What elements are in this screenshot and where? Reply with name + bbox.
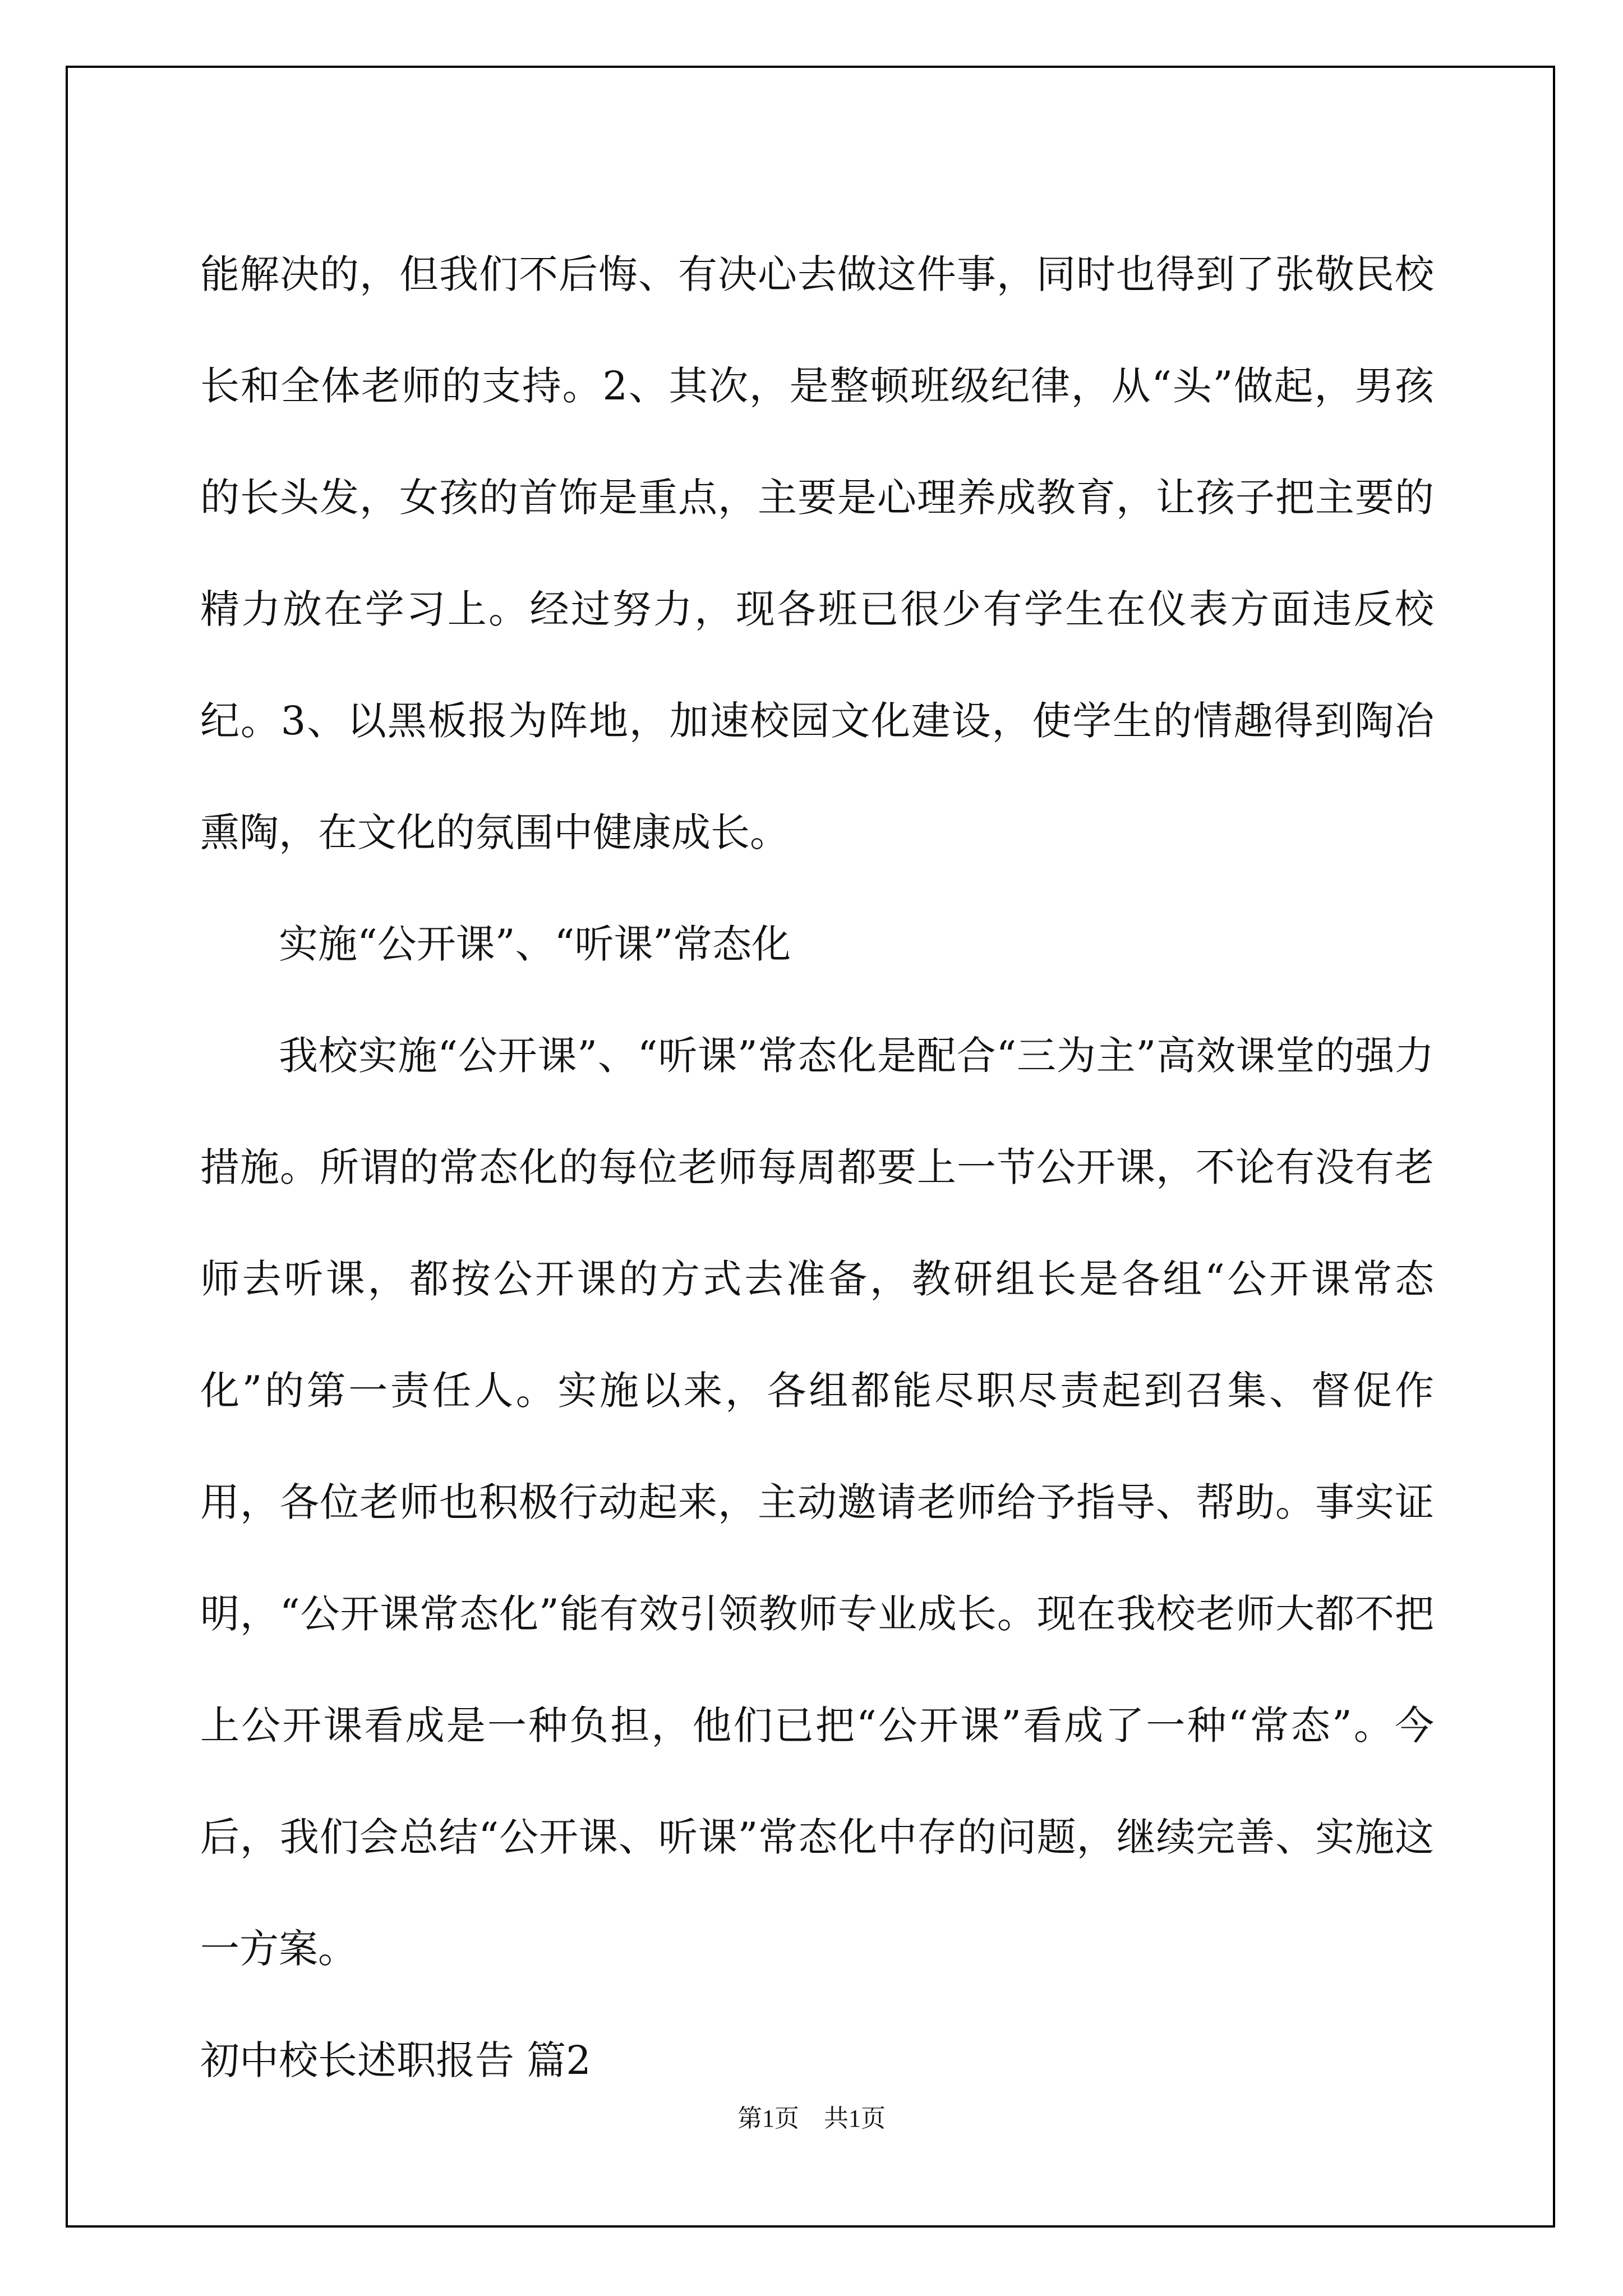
page-footer: 第1页 共1页 (737, 2105, 886, 2132)
paragraph-continuation: 能解决的，但我们不后悔、有决心去做这件事，同时也得到了张敬民校长和全体老师的支持。2、其次，是整顿班级纪律，从“头”做起，男孩的长头发，女孩的首饰是重点，主要是心理养成教育，让孩子把主要的精力放在学习上。经过努力，现各班已很少有学生在仪表方面违反校纪。3、以黑板报为阵地，加速校园文化建设，使学生的情趣得到陶冶熏陶，在文化的氛围中健康成长。 (200, 251, 1434, 855)
report-heading: 初中校长述职报告 篇2 (200, 2037, 591, 2083)
section-subheading: 实施“公开课”、“听课”常态化 (279, 921, 791, 967)
paragraph-open-class: 我校实施“公开课”、“听课”常态化是配合“三为主”高效课堂的强力措施。所谓的常态化的每位老师每周都要上一节公开课，不论有没有老师去听课，都按公开课的方式去准备，教研组长是各组“公开课常态化”的第一责任人。实施以来，各组都能尽职尽责起到召集、督促作用，各位老师也积极行动起来，主动邀请老师给予指导、帮助。事实证明，“公开课常态化”能有效引领教师专业成长。现在我校老师大都不把上公开课看成是一种负担，他们已把“公开课”看成了一种“常态”。今后，我们会总结“公开课、听课”常态化中存的问题，继续完善、实施这一方案。 (200, 1033, 1434, 1972)
document-body (200, 219, 1434, 2116)
